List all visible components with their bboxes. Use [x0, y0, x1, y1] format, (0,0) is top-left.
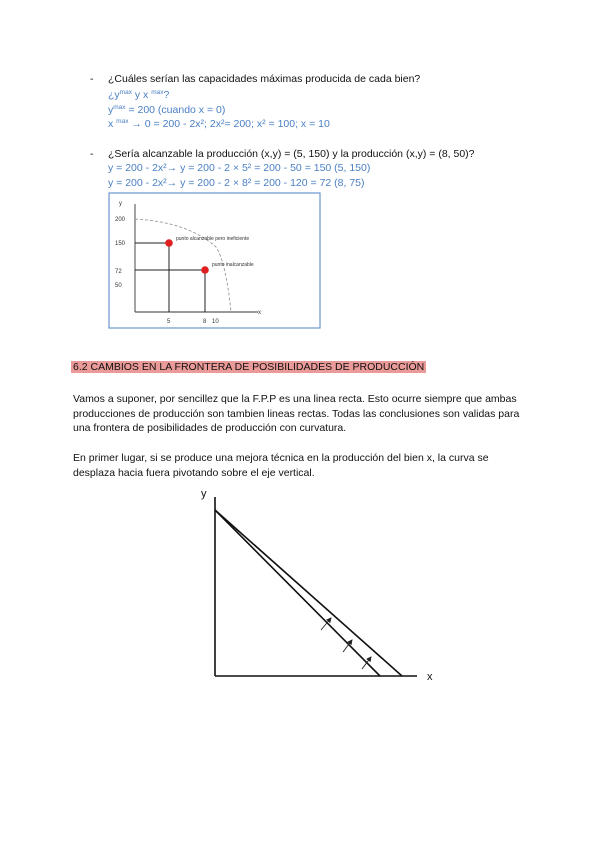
bullet-dash-1: - — [90, 73, 94, 85]
answer-1-line-2: $y^{max} = 200$ (cuando x = 0) — [108, 104, 226, 116]
original-frontier-line — [215, 510, 380, 676]
paragraph-2: En primer lugar, si se produce una mejora técnica en la producción del bien x, la curva se desplaza hacia fuera pivotando sobre el eje vertical. — [73, 452, 489, 479]
shift-arrow-1 — [321, 618, 331, 630]
answer-2-line-1: y = 200 - 2x²→ y = 200 - 2 × 5² = 200 - 50 = 150 (5, 150) — [108, 162, 371, 174]
answer-1-line-3: x $^{max}$ → 0 = 200 - 2x²; 2x²= 200; x² = 100; x = 10 — [108, 118, 330, 130]
answer-2-line-2: y = 200 - 2x²→ y = 200 - 2 × 8² = 200 - 120 = 72 (8, 75) — [108, 177, 365, 189]
x-axis-label: x — [258, 310, 261, 316]
x-axis-label: x — [427, 671, 433, 683]
y-tick-200: 200 — [115, 217, 126, 223]
point-2-label: punto inalcanzable — [212, 262, 254, 268]
bullet-dash-2: - — [90, 148, 94, 160]
ppf-curve-figure — [108, 192, 321, 329]
x-tick-10: 10 — [212, 319, 219, 325]
answer-1-line-1: ¿$y^{max}$ y x $^{max}$? — [108, 89, 170, 101]
point-5-150 — [165, 239, 173, 247]
x-tick-5: 5 — [167, 319, 171, 325]
section-heading: 6.2 CAMBIOS EN LA FRONTERA DE POSIBILIDADES DE PRODUCCIÓN — [73, 361, 425, 373]
y-tick-50: 50 — [115, 283, 122, 289]
figure-border — [109, 193, 320, 328]
y-axis-label: y — [119, 201, 122, 207]
linear-ppf-shift-figure — [195, 483, 445, 693]
question-1: ¿Cuáles serían las capacidades máximas producida de cada bien? — [108, 73, 421, 85]
x-tick-8: 8 — [203, 319, 207, 325]
y-tick-150: 150 — [115, 241, 126, 247]
y-axis-label: y — [201, 488, 207, 500]
paragraph-1: Vamos a suponer, por sencillez que la F.P.P es una linea recta. Esto ocurre siempre que ambas producciones de producción son tambien lineas rectas. Todas las conclusiones son validas para una frontera de posibilidades de producción con curvatura. — [73, 393, 520, 435]
y-tick-72: 72 — [115, 269, 122, 275]
shifted-frontier-line — [215, 510, 402, 676]
point-1-label: punto alcanzable pero ineficiente — [176, 236, 250, 242]
point-8-72 — [201, 266, 209, 274]
question-2: ¿Sería alcanzable la producción (x,y) = (5, 150) y la producción (x,y) = (8, 50)? — [108, 148, 475, 160]
